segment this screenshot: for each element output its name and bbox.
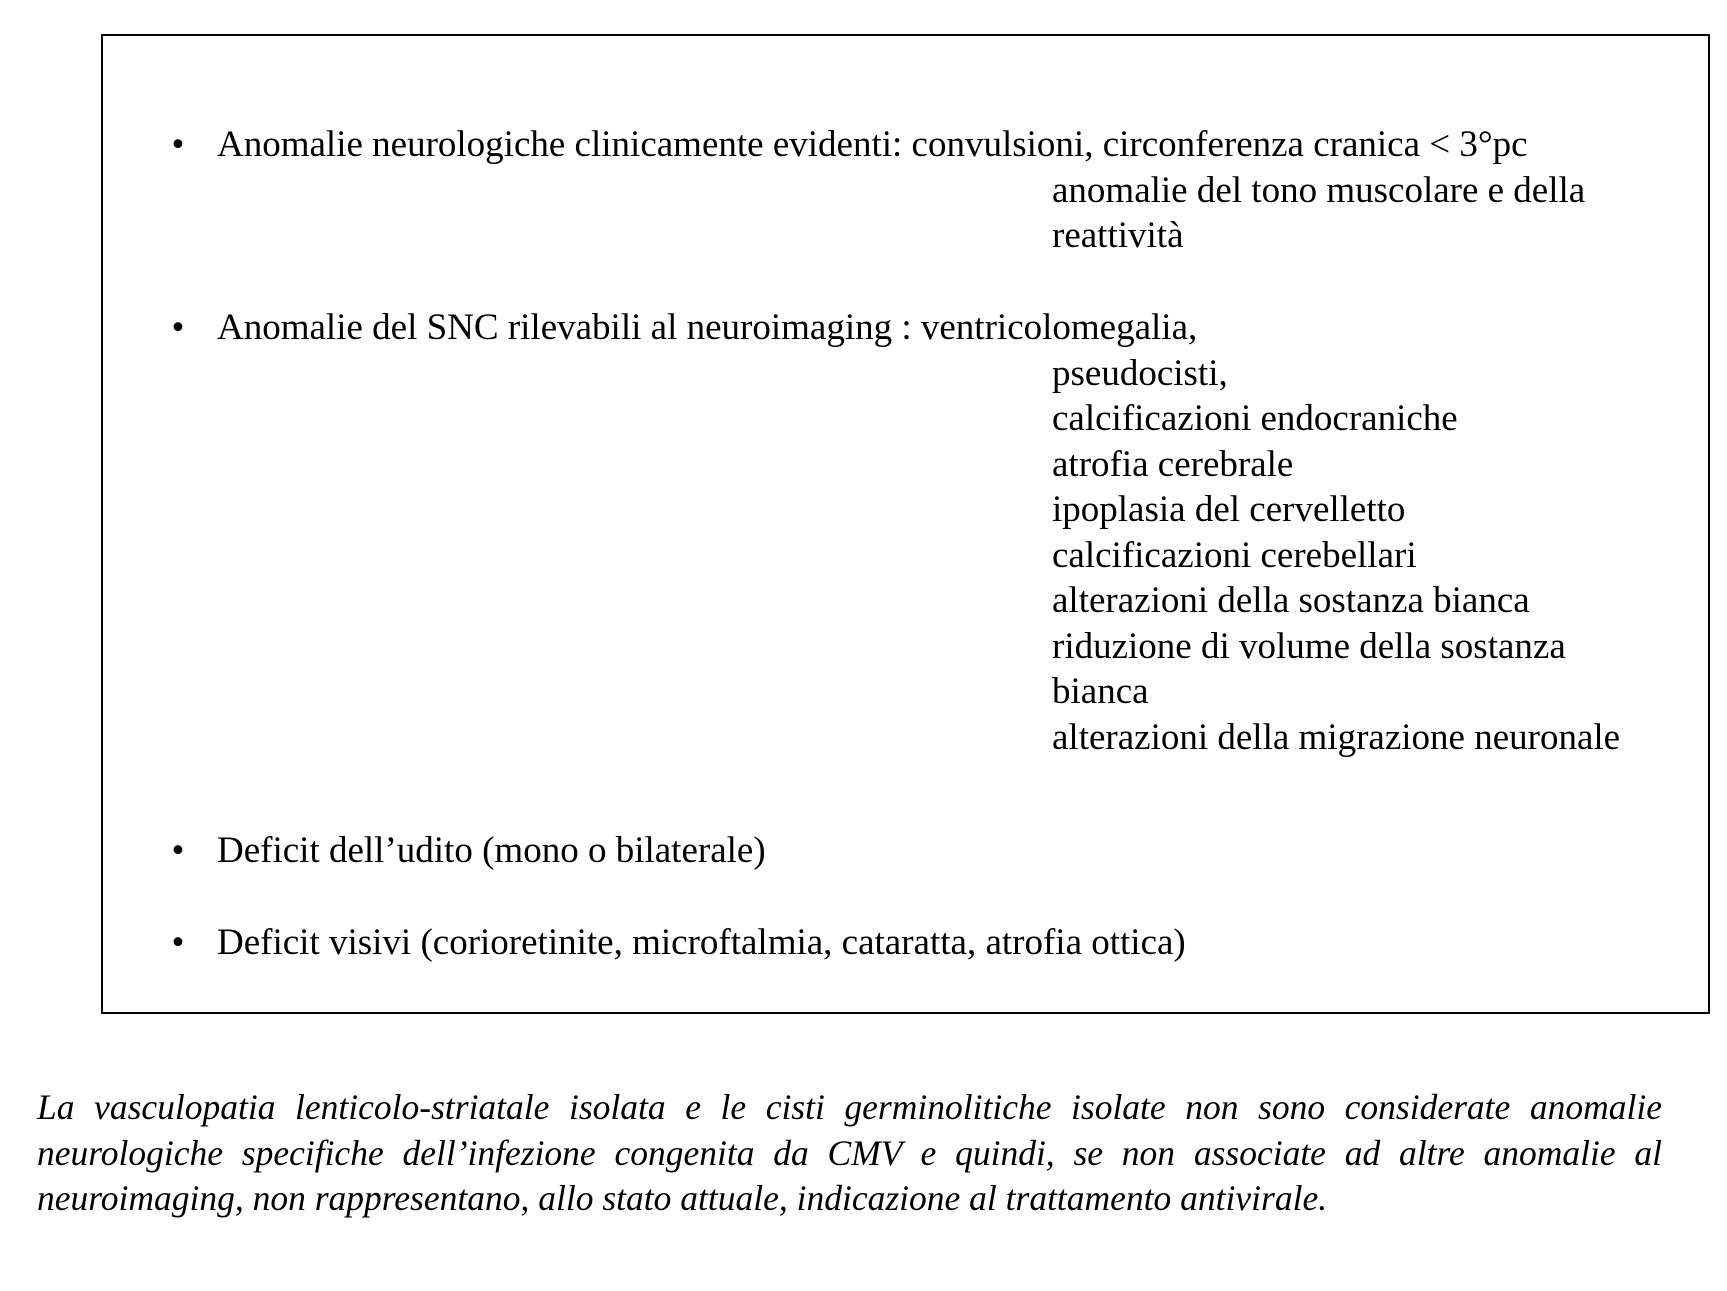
item-continuation	[1052, 351, 1620, 761]
bullet-icon: •	[171, 922, 185, 963]
continuation-line: ipoplasia del cervelletto	[1052, 489, 1406, 530]
item-lead-text: Deficit dell’udito (mono o bilaterale)	[217, 830, 766, 871]
continuation-line: anomalie del tono muscolare e della	[1052, 169, 1586, 211]
note-paragraph: La vasculopatia lenticolo-striatale isolata e le cisti germinolitiche isolate non sono considerate anomalie neurologiche specifiche dell’infezione congenita da CMV e quindi, se non associate ad altre anomalie al neuroimaging, non rappresentano, allo stato attuale, indicazione al trattamento antivirale.	[37, 1087, 1662, 1218]
continuation-line: calcificazioni endocraniche	[1052, 398, 1458, 439]
bullet-icon: •	[171, 124, 185, 165]
continuation-line: calcificazioni cerebellari	[1052, 534, 1417, 576]
item-lead-text: Deficit visivi (corioretinite, microftalmia, cataratta, atrofia ottica)	[217, 922, 1186, 963]
continuation-line: reattività	[1052, 215, 1184, 256]
continuation-line: alterazioni della sostanza bianca	[1052, 580, 1530, 621]
continuation-line: riduzione di volume della sostanza	[1052, 625, 1566, 667]
bullet-icon: •	[171, 830, 185, 871]
continuation-line: atrofia cerebrale	[1052, 443, 1294, 485]
continuation-line: pseudocisti,	[1052, 352, 1228, 394]
continuation-line: bianca	[1052, 671, 1149, 712]
item-lead-text: Anomalie neurologiche clinicamente evidenti: convulsioni, circonferenza cranica < 3°pc	[217, 124, 1528, 165]
bullet-icon: •	[171, 307, 185, 348]
continuation-line: alterazioni della migrazione neuronale	[1052, 716, 1621, 758]
criteria-box	[101, 34, 1710, 1014]
item-continuation	[1052, 168, 1585, 259]
item-lead-text: Anomalie del SNC rilevabili al neuroimaging : ventricolomegalia,	[217, 307, 1198, 348]
